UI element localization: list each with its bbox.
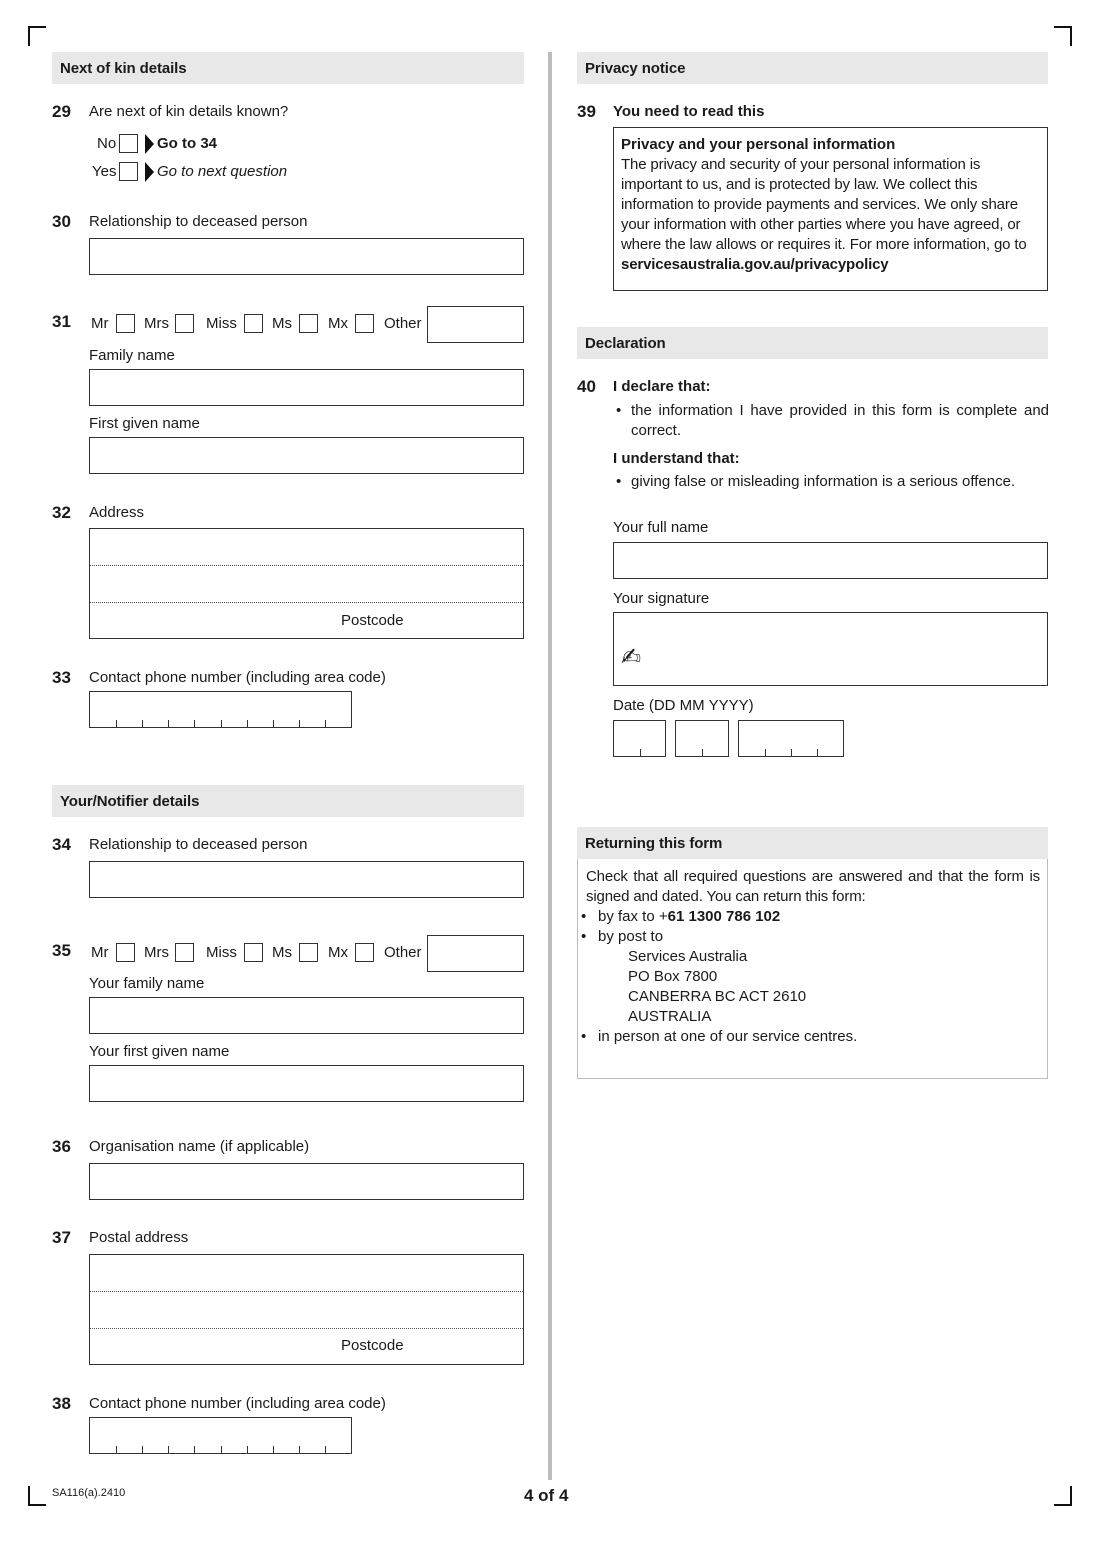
full-name-input[interactable] bbox=[613, 542, 1048, 579]
fax-number: 61 1300 786 102 bbox=[667, 908, 781, 925]
section-notifier-heading: Your/Notifier details bbox=[52, 785, 524, 817]
returning-info-box bbox=[577, 859, 1048, 1079]
crop-mark-bottom-right bbox=[1054, 1486, 1072, 1506]
page-number: 4 of 4 bbox=[524, 1486, 569, 1505]
q38-phone-input[interactable] bbox=[89, 1417, 352, 1454]
q32-postcode-label: Postcode bbox=[341, 612, 404, 629]
section-next-of-kin-heading: Next of kin details bbox=[52, 52, 524, 84]
q31-title-miss: Miss bbox=[206, 315, 237, 332]
question-number-36: 36 bbox=[52, 1137, 71, 1156]
digit-separator bbox=[142, 720, 143, 727]
understand-item: • giving false or misleading information is a serious offence. bbox=[613, 472, 1049, 492]
q31-ms-checkbox[interactable] bbox=[299, 314, 318, 333]
q29-yes-goto: Go to next question bbox=[157, 163, 288, 180]
column-divider bbox=[548, 52, 552, 1480]
q31-title-mx: Mx bbox=[328, 315, 348, 332]
q37-postal-address-input[interactable] bbox=[89, 1254, 524, 1365]
question-number-31: 31 bbox=[52, 312, 71, 331]
digit-separator bbox=[194, 1446, 195, 1453]
address-line-divider bbox=[90, 565, 523, 566]
digit-separator bbox=[116, 1446, 117, 1453]
q29-no-label: No bbox=[97, 135, 117, 152]
digit-separator bbox=[791, 749, 792, 756]
digit-separator bbox=[142, 1446, 143, 1453]
q31-mx-checkbox[interactable] bbox=[355, 314, 374, 333]
q36-organisation-input[interactable] bbox=[89, 1163, 524, 1200]
postal-address-block bbox=[586, 947, 1040, 1027]
address-line: AUSTRALIA bbox=[628, 1008, 712, 1025]
signature-input[interactable] bbox=[613, 612, 1048, 686]
q33-phone-input[interactable] bbox=[89, 691, 352, 728]
question-number-34: 34 bbox=[52, 835, 71, 854]
q31-title-other: Other bbox=[384, 315, 422, 332]
digit-separator bbox=[325, 1446, 326, 1453]
understand-list bbox=[613, 472, 1049, 492]
q37-label: Postal address bbox=[89, 1229, 189, 1246]
question-number-35: 35 bbox=[52, 941, 71, 960]
crop-mark-bottom-left bbox=[28, 1486, 46, 1506]
q35-title-mx: Mx bbox=[328, 944, 348, 961]
section-declaration-heading: Declaration bbox=[577, 327, 1048, 359]
q31-family-name-label: Family name bbox=[89, 347, 175, 364]
signature-pen-icon: ✍ bbox=[621, 643, 642, 671]
digit-separator bbox=[221, 720, 222, 727]
crop-mark-top-right bbox=[1054, 26, 1072, 46]
digit-separator bbox=[273, 720, 274, 727]
digit-separator bbox=[640, 749, 641, 756]
declare-item: • the information I have provided in this form is complete and correct. bbox=[613, 401, 1049, 441]
q31-mr-checkbox[interactable] bbox=[116, 314, 135, 333]
q33-label: Contact phone number (including area code) bbox=[89, 669, 386, 686]
crop-mark-top-left bbox=[28, 26, 46, 46]
arrow-icon bbox=[145, 134, 154, 154]
question-number-37: 37 bbox=[52, 1228, 71, 1247]
digit-separator bbox=[116, 720, 117, 727]
privacy-box-text bbox=[621, 155, 1040, 275]
address-line: CANBERRA BC ACT 2610 bbox=[628, 988, 807, 1005]
q35-title-other: Other bbox=[384, 944, 422, 961]
q34-relationship-input[interactable] bbox=[89, 861, 524, 898]
signature-label: Your signature bbox=[613, 590, 710, 607]
question-number-38: 38 bbox=[52, 1394, 71, 1413]
q29-no-checkbox[interactable] bbox=[119, 134, 138, 153]
section-returning-heading: Returning this form bbox=[577, 827, 1048, 859]
q35-first-name-input[interactable] bbox=[89, 1065, 524, 1102]
q37-postcode-label: Postcode bbox=[341, 1337, 404, 1354]
digit-separator bbox=[299, 720, 300, 727]
digit-separator bbox=[817, 749, 818, 756]
arrow-icon bbox=[145, 162, 154, 182]
q31-title-mrs: Mrs bbox=[144, 315, 169, 332]
q38-label: Contact phone number (including area code) bbox=[89, 1395, 386, 1412]
q29-yes-checkbox[interactable] bbox=[119, 162, 138, 181]
digit-separator bbox=[325, 720, 326, 727]
digit-separator bbox=[194, 720, 195, 727]
date-day-input[interactable] bbox=[613, 720, 666, 757]
form-code: SA116(a).2410 bbox=[52, 1487, 126, 1499]
q32-address-input[interactable] bbox=[89, 528, 524, 639]
q31-first-name-input[interactable] bbox=[89, 437, 524, 474]
q29-no-goto: Go to 34 bbox=[157, 135, 218, 152]
declare-list bbox=[613, 401, 1049, 441]
question-number-40: 40 bbox=[577, 377, 596, 396]
date-label: Date (DD MM YYYY) bbox=[613, 697, 754, 714]
understand-heading: I understand that: bbox=[613, 450, 740, 467]
q35-title-mrs: Mrs bbox=[144, 944, 169, 961]
q36-label: Organisation name (if applicable) bbox=[89, 1138, 310, 1155]
q35-first-name-label: Your first given name bbox=[89, 1043, 230, 1060]
q31-title-mr: Mr bbox=[91, 315, 109, 332]
q35-mr-checkbox[interactable] bbox=[116, 943, 135, 962]
q31-family-name-input[interactable] bbox=[89, 369, 524, 406]
q35-mx-checkbox[interactable] bbox=[355, 943, 374, 962]
address-line-divider bbox=[90, 602, 523, 603]
q35-family-name-input[interactable] bbox=[89, 997, 524, 1034]
return-by-post: • by post to bbox=[578, 927, 1040, 947]
privacy-box-title: Privacy and your personal information bbox=[621, 136, 896, 153]
address-line: PO Box 7800 bbox=[628, 968, 718, 985]
privacy-info-box bbox=[613, 127, 1048, 291]
digit-separator bbox=[702, 749, 703, 756]
q31-mrs-checkbox[interactable] bbox=[175, 314, 194, 333]
full-name-label: Your full name bbox=[613, 519, 709, 536]
return-by-fax bbox=[578, 907, 1040, 927]
q35-title-miss: Miss bbox=[206, 944, 237, 961]
question-number-29: 29 bbox=[52, 102, 71, 121]
q30-label: Relationship to deceased person bbox=[89, 213, 308, 230]
digit-separator bbox=[273, 1446, 274, 1453]
digit-separator bbox=[168, 720, 169, 727]
q35-title-mr: Mr bbox=[91, 944, 109, 961]
return-in-person: • in person at one of our service centres. bbox=[578, 1027, 1040, 1047]
q35-title-ms: Ms bbox=[272, 944, 292, 961]
digit-separator bbox=[221, 1446, 222, 1453]
question-number-32: 32 bbox=[52, 503, 71, 522]
q32-label: Address bbox=[89, 504, 145, 521]
q35-other-title-input[interactable] bbox=[427, 935, 524, 972]
q31-first-name-label: First given name bbox=[89, 415, 200, 432]
q29-yes-label: Yes bbox=[92, 163, 117, 180]
privacy-text: The privacy and security of your personal information is important to us, and is protected by law. We collect this information to provide payments and services. We only share your information with other parties where you have agreed, or where the law allows or requires it. For more information, go to bbox=[621, 156, 1027, 253]
declare-heading: I declare that: bbox=[613, 378, 711, 395]
q35-ms-checkbox[interactable] bbox=[299, 943, 318, 962]
digit-separator bbox=[299, 1446, 300, 1453]
returning-intro: Check that all required questions are answered and that the form is signed and dated. You can return this form: bbox=[586, 868, 1040, 905]
privacy-policy-link[interactable]: servicesaustralia.gov.au/privacypolicy bbox=[621, 256, 889, 273]
question-number-39: 39 bbox=[577, 102, 596, 121]
section-privacy-heading: Privacy notice bbox=[577, 52, 1048, 84]
q39-label: You need to read this bbox=[613, 103, 765, 120]
digit-separator bbox=[168, 1446, 169, 1453]
fax-prefix: by fax to + bbox=[598, 908, 668, 925]
date-month-input[interactable] bbox=[675, 720, 729, 757]
digit-separator bbox=[765, 749, 766, 756]
q31-miss-checkbox[interactable] bbox=[244, 314, 263, 333]
q29-label: Are next of kin details known? bbox=[89, 103, 289, 120]
address-line-divider bbox=[90, 1291, 523, 1292]
digit-separator bbox=[247, 1446, 248, 1453]
q35-family-name-label: Your family name bbox=[89, 975, 205, 992]
date-year-input[interactable] bbox=[738, 720, 844, 757]
address-line-divider bbox=[90, 1328, 523, 1329]
q31-title-ms: Ms bbox=[272, 315, 292, 332]
digit-separator bbox=[247, 720, 248, 727]
address-line: Services Australia bbox=[628, 948, 748, 965]
question-number-33: 33 bbox=[52, 668, 71, 687]
q31-other-title-input[interactable] bbox=[427, 306, 524, 343]
q30-relationship-input[interactable] bbox=[89, 238, 524, 275]
q34-label: Relationship to deceased person bbox=[89, 836, 308, 853]
q35-mrs-checkbox[interactable] bbox=[175, 943, 194, 962]
question-number-30: 30 bbox=[52, 212, 71, 231]
q35-miss-checkbox[interactable] bbox=[244, 943, 263, 962]
